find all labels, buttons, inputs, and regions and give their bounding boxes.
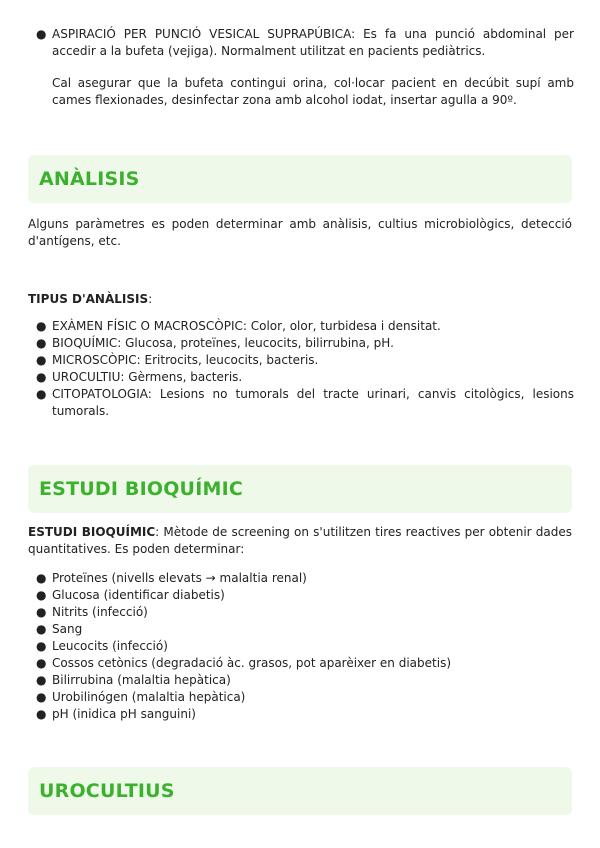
list-item-text: Nitrits (infecció): [52, 605, 148, 619]
bullet-icon: ●: [36, 656, 47, 670]
bullet-icon: ●: [36, 707, 47, 721]
list-item: [28, 570, 574, 587]
bullet-icon: ●: [36, 690, 47, 704]
list-item-text: CITOPATOLOGIA: Lesions no tumorals del tracte urinari, canvis citològics, lesions tumorals.: [52, 387, 574, 418]
bioquimic-lead-text: : Mètode de screening on s'utilitzen tires reactives per obtenir dades quantitatives. Es poden determinar:: [28, 525, 572, 556]
list-item: [28, 638, 574, 655]
list-item-text: MICROSCÒPIC: Eritrocits, leucocits, bacteris.: [52, 353, 319, 367]
list-item: [28, 352, 574, 369]
section-title: ESTUDI BIOQUÍMIC: [39, 478, 243, 500]
list-item: [28, 621, 574, 638]
list-item-text: BIOQUÍMIC: Glucosa, proteïnes, leucocits, bilirrubina, pH.: [52, 336, 394, 350]
list-item-text: Proteïnes (nivells elevats → malaltia renal): [52, 571, 307, 585]
section-header-analisis: [28, 155, 572, 203]
types-label: TIPUS D'ANÀLISIS: [28, 292, 149, 306]
section-title: UROCULTIUS: [39, 780, 175, 802]
intro-item-text2: Cal asegurar que la bufeta contingui orina, col·locar pacient en decúbit supí amb cames flexionades, desinfectar zona amb alcohol iodat, insertar agulla a 90º.: [52, 76, 574, 107]
analisis-types-label: [28, 291, 572, 308]
list-item-text: UROCULTIU: Gèrmens, bacteris.: [52, 370, 243, 384]
bullet-icon: ●: [36, 673, 47, 687]
list-item: [28, 655, 574, 672]
analisis-intro: Alguns paràmetres es poden determinar amb anàlisis, cultius microbiològics, detecció d'antígens, etc.: [28, 217, 572, 248]
bullet-icon: ●: [36, 319, 47, 333]
list-item-text: Leucocits (infecció): [52, 639, 168, 653]
list-item: [28, 604, 574, 621]
bullet-icon: ●: [36, 571, 47, 585]
bioquimic-intro: [28, 524, 572, 558]
list-item: [28, 318, 574, 335]
list-item-text: Bilirrubina (malaltia hepàtica): [52, 673, 231, 687]
intro-item-text: : Es fa una punció abdominal per accedir a la bufeta (vejiga). Normalment utilitzat en pacients pediàtrics.: [52, 27, 574, 58]
list-item-text: Sang: [52, 622, 83, 636]
list-item-text: pH (inidica pH sanguini): [52, 707, 196, 721]
bullet-icon: ●: [36, 639, 47, 653]
intro-item-title: ASPIRACIÓ PER PUNCIÓ VESICAL SUPRAPÚBICA: [52, 27, 352, 41]
bullet-icon: ●: [36, 588, 47, 602]
bullet-icon: ●: [36, 387, 47, 401]
bullet-icon: ●: [36, 27, 47, 41]
section-header-bioquimic: [28, 465, 572, 513]
list-item: [28, 672, 574, 689]
list-item: [28, 26, 574, 109]
bullet-icon: ●: [36, 622, 47, 636]
bullet-icon: ●: [36, 370, 47, 384]
bullet-icon: ●: [36, 353, 47, 367]
bioquimic-lead-bold: ESTUDI BIOQUÍMIC: [28, 525, 156, 539]
bullet-icon: ●: [36, 336, 47, 350]
types-colon: :: [148, 292, 153, 306]
list-item: [28, 386, 574, 420]
intro-list: [28, 26, 574, 109]
list-item: [28, 689, 574, 706]
bioquimic-list: [28, 570, 574, 723]
list-item-text: Cossos cetònics (degradació àc. grasos, pot aparèixer en diabetis): [52, 656, 451, 670]
section-title: ANÀLISIS: [39, 168, 140, 190]
list-item-text: Urobilinógen (malaltia hepàtica): [52, 690, 246, 704]
list-item-text: EXÀMEN FÍSIC O MACROSCÒPIC: Color, olor, turbidesa i densitat.: [52, 319, 441, 333]
list-item: [28, 369, 574, 386]
section-header-urocultius: [28, 767, 572, 815]
list-item-text: Glucosa (identificar diabetis): [52, 588, 225, 602]
bullet-icon: ●: [36, 605, 47, 619]
analisis-types-list: [28, 318, 574, 420]
list-item: [28, 706, 574, 723]
list-item: [28, 335, 574, 352]
list-item: [28, 587, 574, 604]
